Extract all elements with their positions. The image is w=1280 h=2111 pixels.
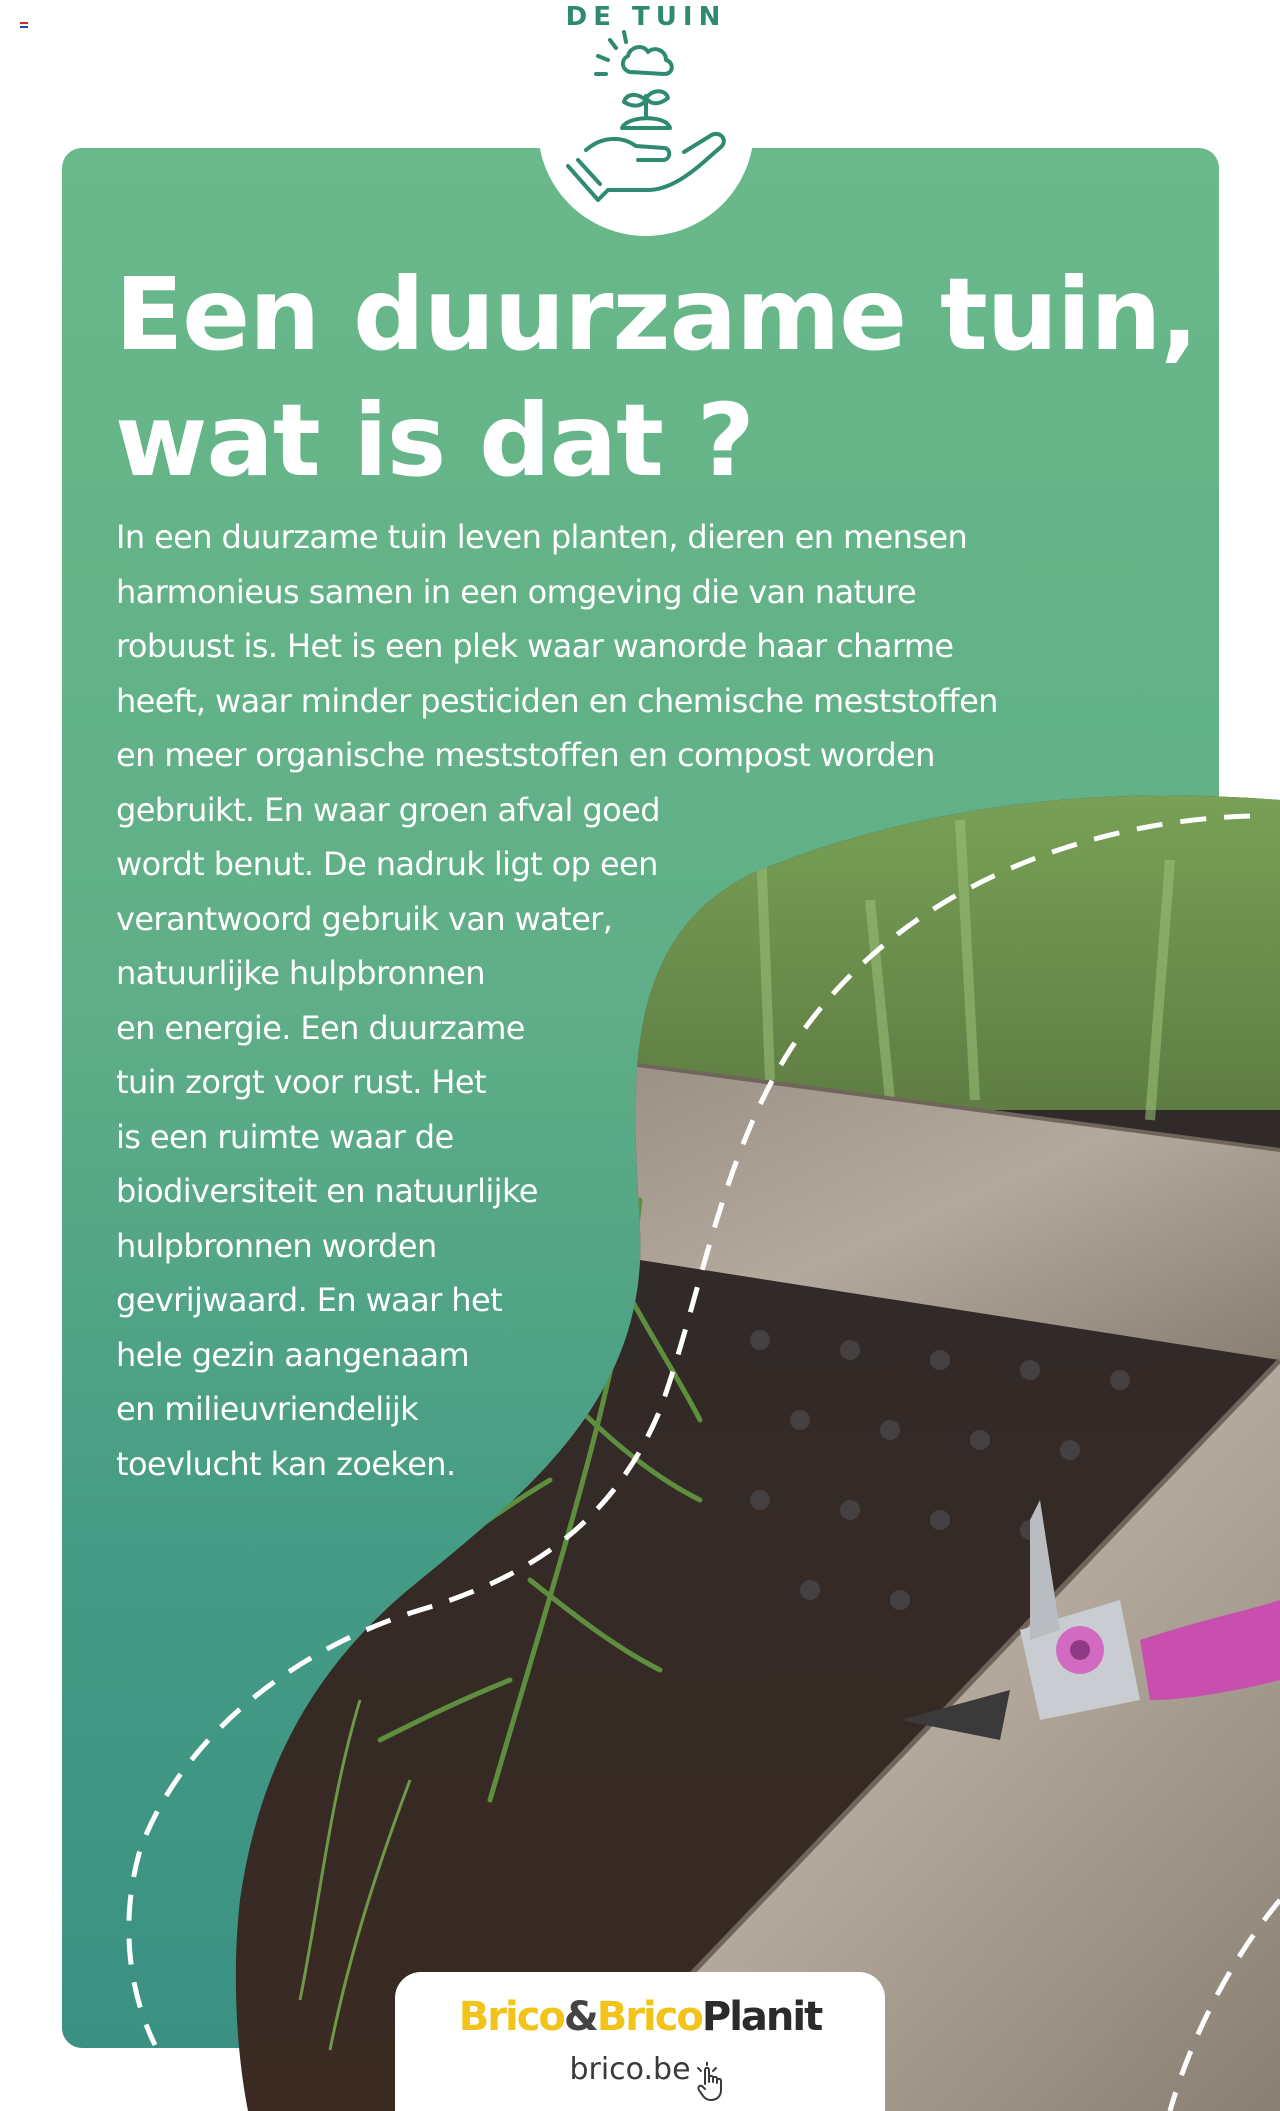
hand-pointer-cursor-icon [693, 2062, 727, 2102]
website-link[interactable]: brico.be [569, 2052, 691, 2087]
body-line: verantwoord gebruik van water, [116, 899, 613, 938]
body-line: en milieuvriendelijk [116, 1390, 419, 1428]
body-line: heeft, waar minder pesticiden en chemische meststoffen [116, 681, 998, 720]
logo-brico-2: Brico [596, 1994, 702, 2040]
body-line: en meer organische meststoffen en compost worden [116, 736, 935, 774]
logo-brico: Brico [458, 1994, 564, 2040]
body-line: harmonieus samen in een omgeving die van nature [116, 572, 917, 611]
body-line: is een ruimte waar de [116, 1117, 454, 1156]
body-line: tuin zorgt voor rust. Het [116, 1063, 486, 1101]
title-line-1: Een duurzame tuin, [115, 256, 1198, 373]
body-line: biodiversiteit en natuurlijke [116, 1172, 538, 1210]
brand-logo[interactable] [395, 1994, 885, 2040]
article-body [116, 510, 1196, 1491]
title-line-2: wat is dat ? [115, 382, 754, 499]
section-label: DE TUIN [565, 2, 727, 32]
brand-logo-box[interactable] [395, 1972, 885, 2111]
body-line: en energie. Een duurzame [116, 1008, 525, 1047]
body-line: natuurlijke hulpbronnen [116, 954, 485, 992]
logo-ampersand: & [563, 1994, 597, 2040]
body-line: gevrijwaard. En waar het [116, 1281, 503, 1319]
article-title [115, 252, 1225, 504]
body-line: In een duurzame tuin leven planten, dieren en mensen [116, 518, 968, 556]
hand-holding-sprout-icon [538, 0, 754, 236]
body-line: hulpbronnen worden [116, 1226, 437, 1265]
body-line: hele gezin aangenaam [116, 1335, 470, 1374]
body-line: toevlucht kan zoeken. [116, 1444, 456, 1483]
body-line: gebruikt. En waar groen afval goed [116, 790, 660, 829]
body-line: robuust is. Het is een plek waar wanorde haar charme [116, 627, 954, 665]
body-line: wordt benut. De nadruk ligt op een [116, 845, 658, 883]
logo-planit: Planit [701, 1994, 822, 2040]
